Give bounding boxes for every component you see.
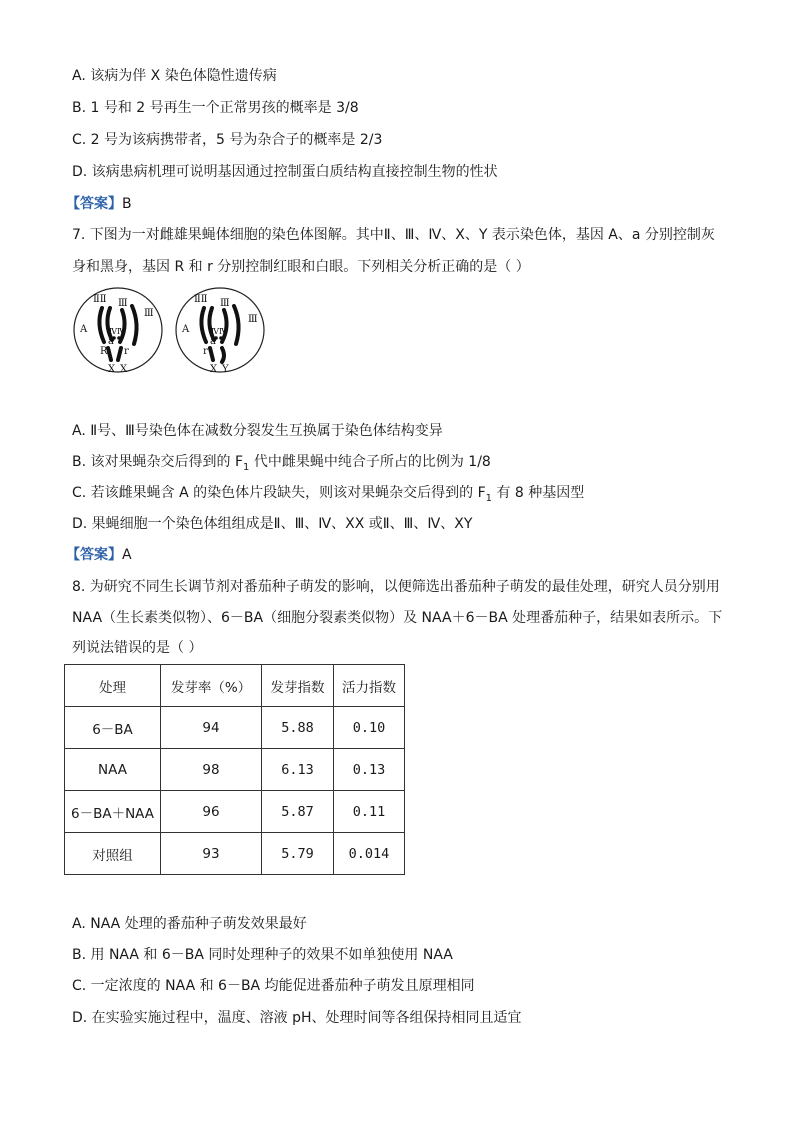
answer-tag: 【答案】 xyxy=(66,547,122,563)
fig-label: a xyxy=(108,336,114,347)
fig-label: ⅡⅡ xyxy=(93,294,107,305)
fig-label: ⅡⅡ xyxy=(194,294,208,305)
q7-option-d: D. 果蝇细胞一个染色体组组成是Ⅱ、Ⅲ、Ⅳ、XX 或Ⅱ、Ⅲ、Ⅳ、XY xyxy=(72,516,473,532)
q7-option-a: A. Ⅱ号、Ⅲ号染色体在减数分裂发生互换属于染色体结构变异 xyxy=(72,423,443,439)
fig-label: ⅣⅣ xyxy=(211,327,227,336)
table-header: 发芽指数 xyxy=(262,665,334,707)
table-row xyxy=(65,791,405,833)
fig-label: Ⅲ xyxy=(118,298,128,309)
table-cell: 5.87 xyxy=(262,791,334,833)
table-header: 活力指数 xyxy=(334,665,405,707)
fig-label: Ⅲ xyxy=(144,308,154,319)
fig-label: R xyxy=(100,346,108,357)
q7-option-c xyxy=(72,483,584,509)
table-cell: 6－BA＋NAA xyxy=(65,791,161,833)
q7-option-b-sub: 1 xyxy=(243,461,250,473)
q7-stem-line2: 身和黑身，基因 R 和 r 分别控制红眼和白眼。下列相关分析正确的是（ ） xyxy=(72,259,530,275)
table-cell: 0.13 xyxy=(334,749,405,791)
table-cell: 6－BA xyxy=(65,707,161,749)
q7-answer xyxy=(66,545,132,565)
table-cell: 93 xyxy=(161,833,262,875)
fig-label: Y xyxy=(222,364,229,375)
q7-option-b xyxy=(72,452,491,478)
q7-option-b-pre: B. 该对果蝇杂交后得到的 F xyxy=(72,454,244,470)
table-header-row xyxy=(65,665,405,707)
table-cell: 5.79 xyxy=(262,833,334,875)
answer-tag: 【答案】 xyxy=(66,196,122,212)
table-row xyxy=(65,707,405,749)
q8-option-a: A. NAA 处理的番茄种子萌发效果最好 xyxy=(72,916,307,932)
fig-label: r xyxy=(203,346,208,357)
fig-label: ⅣⅣ xyxy=(109,327,125,336)
fig-label: Ⅲ xyxy=(248,314,258,325)
q7-option-c-sub: 1 xyxy=(485,492,493,504)
table-cell: 96 xyxy=(161,791,262,833)
table-header: 发芽率（%） xyxy=(161,665,262,707)
table-header: 处理 xyxy=(65,665,161,707)
q6-option-b: B. 1 号和 2 号再生一个正常男孩的概率是 3/8 xyxy=(72,100,359,116)
fig-label: r xyxy=(124,346,129,357)
q7-option-c-post: 有 8 种基因型 xyxy=(492,485,585,501)
table-row xyxy=(65,749,405,791)
q7-option-b-post: 代中雌果蝇中纯合子所占的比例为 1/8 xyxy=(249,454,491,470)
table-cell: 98 xyxy=(161,749,262,791)
fig-label: X xyxy=(120,364,128,375)
q8-stem-line3: 列说法错误的是（ ） xyxy=(72,640,203,656)
fig-label: Ⅲ xyxy=(220,298,230,309)
q7-option-c-pre: C. 若该雌果蝇含 A 的染色体片段缺失，则该对果蝇杂交后得到的 F xyxy=(72,485,486,501)
fig-label: A xyxy=(80,324,88,335)
female-cell xyxy=(74,288,162,375)
table-cell: 94 xyxy=(161,707,262,749)
fig-label: X xyxy=(108,364,116,375)
results-table xyxy=(64,664,405,875)
q8-option-d: D. 在实验实施过程中，温度、溶液 pH、处理时间等各组保持相同且适宜 xyxy=(72,1010,522,1026)
q6-option-d: D. 该病患病机理可说明基因通过控制蛋白质结构直接控制生物的性状 xyxy=(72,164,498,180)
answer-value: A xyxy=(122,547,132,563)
table-cell: 0.10 xyxy=(334,707,405,749)
table-cell: 5.88 xyxy=(262,707,334,749)
table-cell: 6.13 xyxy=(262,749,334,791)
answer-value: B xyxy=(122,196,132,212)
table-cell: 0.014 xyxy=(334,833,405,875)
q6-option-a: A. 该病为伴 X 染色体隐性遗传病 xyxy=(72,68,277,84)
fig-label: A xyxy=(182,324,190,335)
table-cell: NAA xyxy=(65,749,161,791)
table-cell: 0.11 xyxy=(334,791,405,833)
q8-stem-line2: NAA（生长素类似物）、6－BA（细胞分裂素类似物）及 NAA＋6－BA 处理番茄种子，结果如表所示。下 xyxy=(72,610,723,626)
table-row xyxy=(65,833,405,875)
q8-stem-line1: 8. 为研究不同生长调节剂对番茄种子萌发的影响，以便筛选出番茄种子萌发的最佳处理，研究人员分别用 xyxy=(72,579,720,595)
table-cell: 对照组 xyxy=(65,833,161,875)
fig-label: X xyxy=(210,364,218,375)
q6-option-c: C. 2 号为该病携带者，5 号为杂合子的概率是 2/3 xyxy=(72,132,383,148)
fig-label: a xyxy=(210,336,216,347)
q6-answer xyxy=(66,194,132,214)
q8-option-b: B. 用 NAA 和 6－BA 同时处理种子的效果不如单独使用 NAA xyxy=(72,947,453,963)
male-cell xyxy=(176,288,264,375)
q7-stem-line1: 7. 下图为一对雌雄果蝇体细胞的染色体图解。其中Ⅱ、Ⅲ、Ⅳ、X、Y 表示染色体，基因 A、a 分别控制灰 xyxy=(72,227,715,243)
q8-option-c: C. 一定浓度的 NAA 和 6－BA 均能促进番茄种子萌发且原理相同 xyxy=(72,978,475,994)
chromosome-figure xyxy=(72,286,272,378)
